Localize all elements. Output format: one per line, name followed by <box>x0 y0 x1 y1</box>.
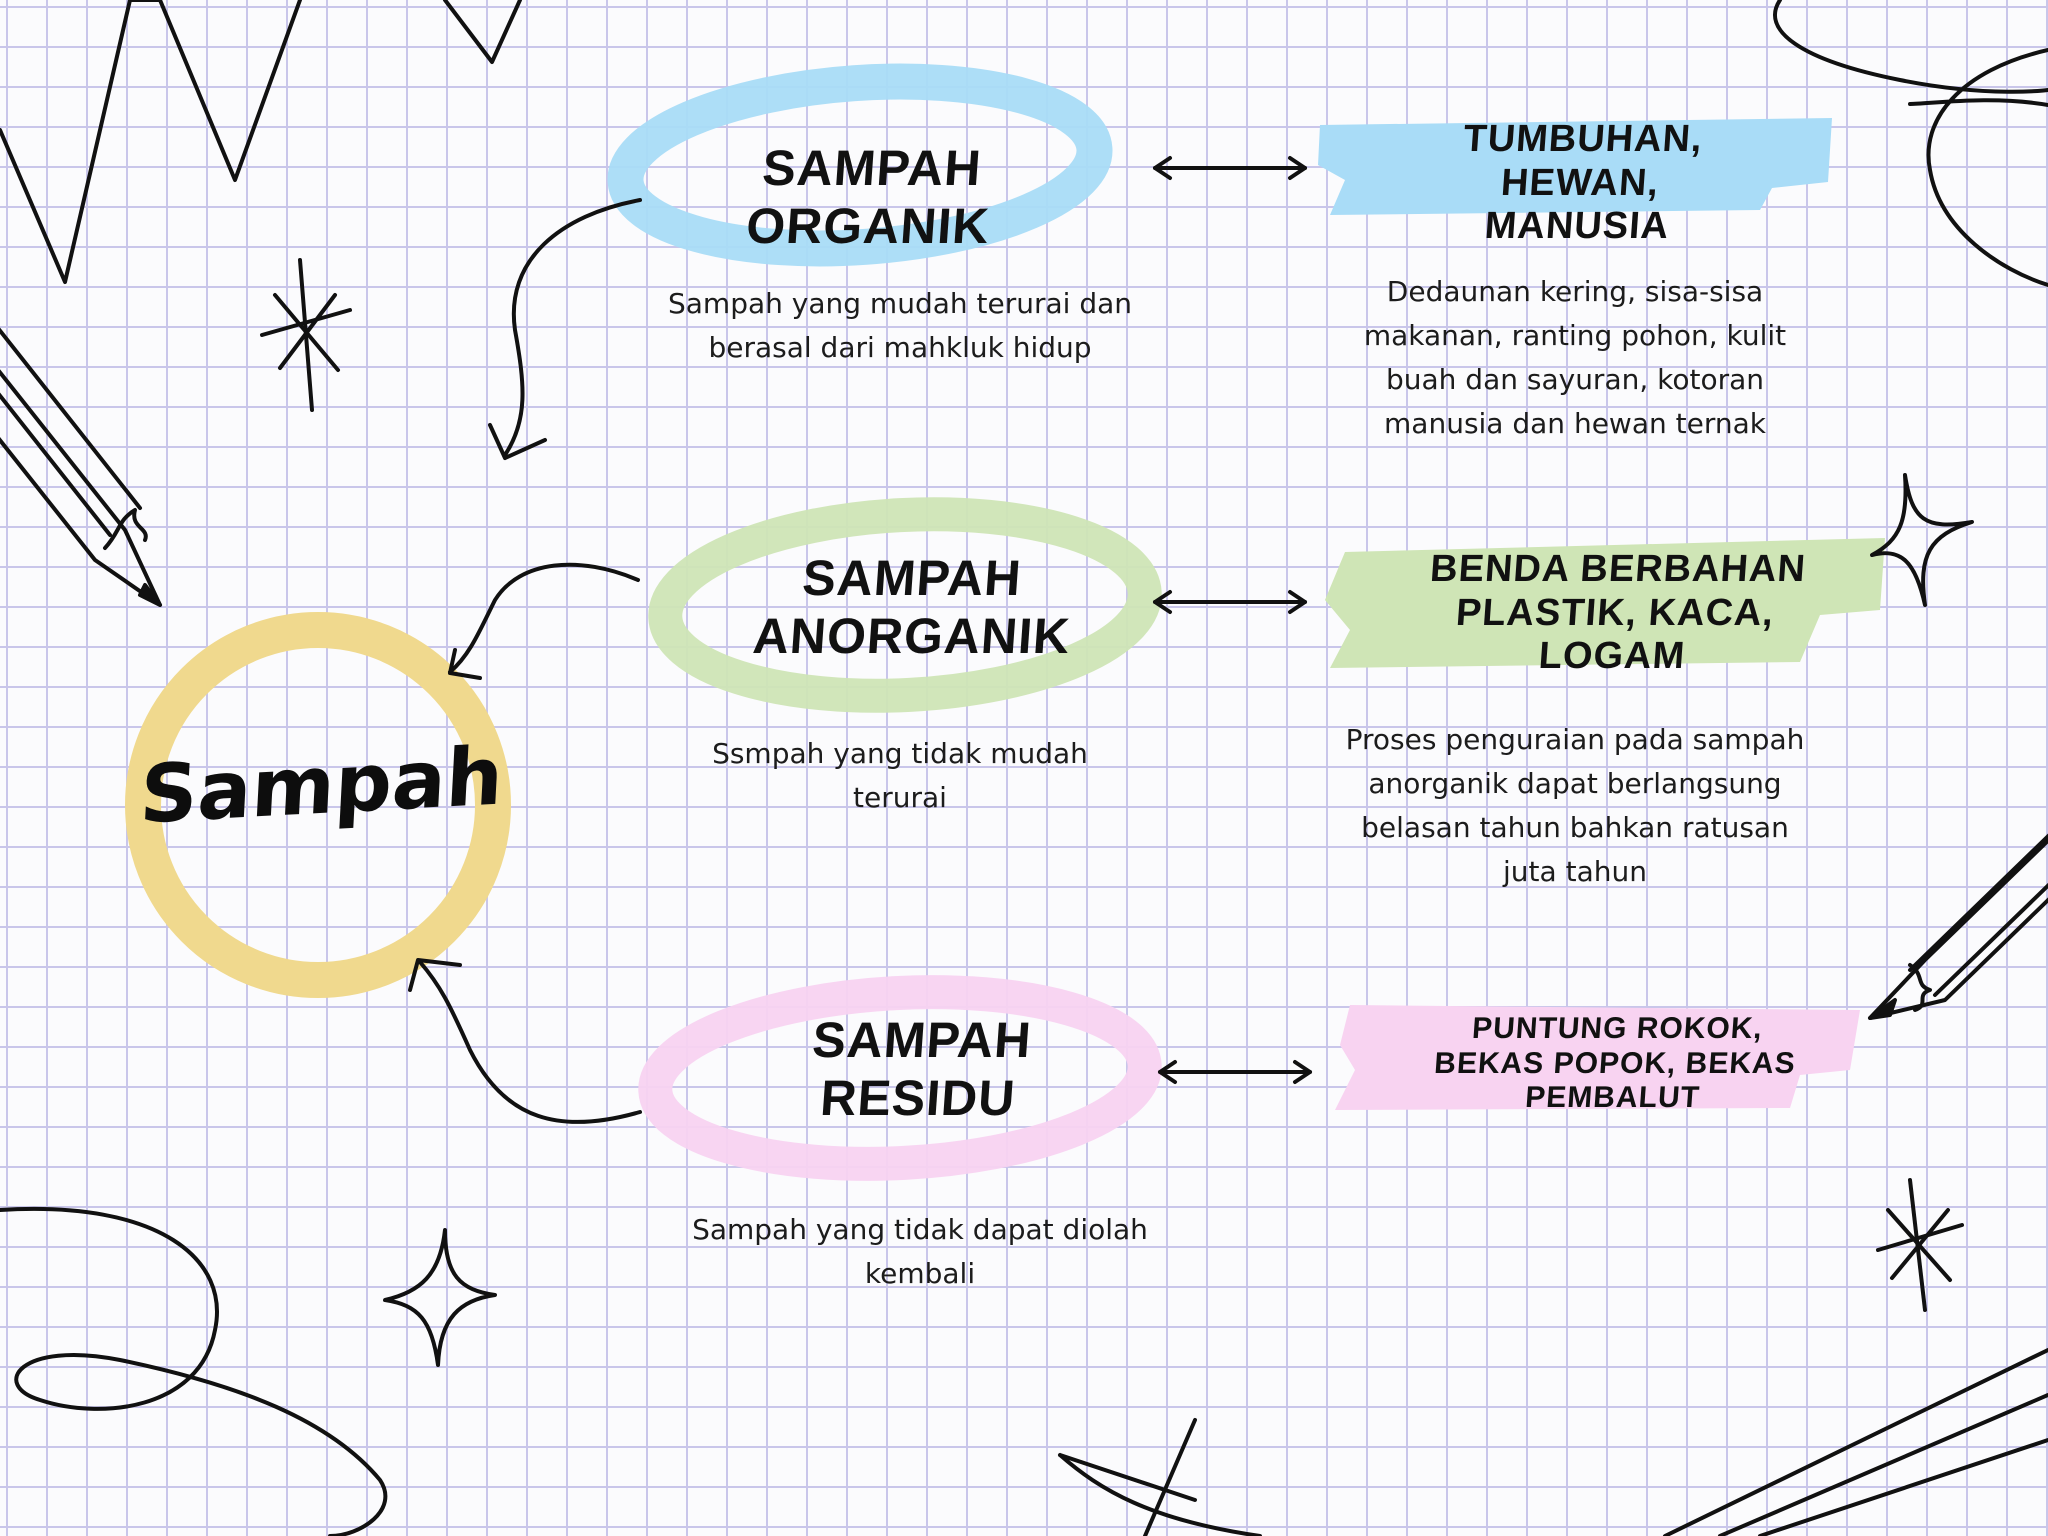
category-description-anorganik: Ssmpah yang tidak mudah terurai <box>712 737 1088 814</box>
source-label-residu: PUNTUNG ROKOK, BEKAS POPOK, BEKAS PEMBALUT <box>1433 1012 1797 1114</box>
category-description-organik: Sampah yang mudah terurai dan berasal dari mahkluk hidup <box>667 287 1133 364</box>
asterisk-icon-right <box>1878 1180 1962 1310</box>
curve-arrow-residu <box>420 962 640 1122</box>
source-label-organik: TUMBUHAN, HEWAN, MANUSIA <box>1462 118 1705 248</box>
sparkle-icon-right <box>1872 475 1972 605</box>
arrow-anorganik-source <box>1155 592 1305 612</box>
examples-text-organik: Dedaunan kering, sisa-sisa makanan, ranting pohon, kulit buah dan sayuran, kotoran manusia dan hewan ternak <box>1363 275 1787 440</box>
center-label: Sampah <box>137 729 506 842</box>
category-description-residu: Sampah yang tidak dapat diolah kembali <box>692 1213 1148 1290</box>
pencil-icon-left <box>0 318 160 605</box>
scribble-doodle-bottom-right <box>1665 1350 2048 1536</box>
category-title-anorganik: SAMPAH ANORGANIK <box>751 550 1073 664</box>
curve-arrow-organik <box>505 200 640 455</box>
scribble-doodle-bottom-left <box>0 1209 385 1536</box>
curve-arrow-residu-head <box>410 960 460 990</box>
asterisk-icon-left <box>262 260 350 410</box>
arrow-residu-source <box>1160 1062 1310 1082</box>
examples-text-anorganik: Proses penguraian pada sampah anorganik dapat berlangsung belasan tahun bahkan ratusan juta tahun <box>1345 723 1805 888</box>
source-label-anorganik: BENDA BERBAHAN PLASTIK, KACA, LOGAM <box>1428 548 1808 678</box>
curve-arrow-anorganik <box>450 565 638 672</box>
sparkle-icon-bottom-left <box>385 1230 495 1365</box>
zigzag-doodle <box>0 0 520 282</box>
category-title-residu: SAMPAH RESIDU <box>810 1012 1034 1126</box>
arrow-organik-source <box>1155 158 1305 178</box>
category-title-organik: SAMPAH ORGANIK <box>744 140 992 254</box>
pencil-icon-right <box>1870 800 2048 1018</box>
star-doodle-bottom <box>1060 1420 1260 1536</box>
